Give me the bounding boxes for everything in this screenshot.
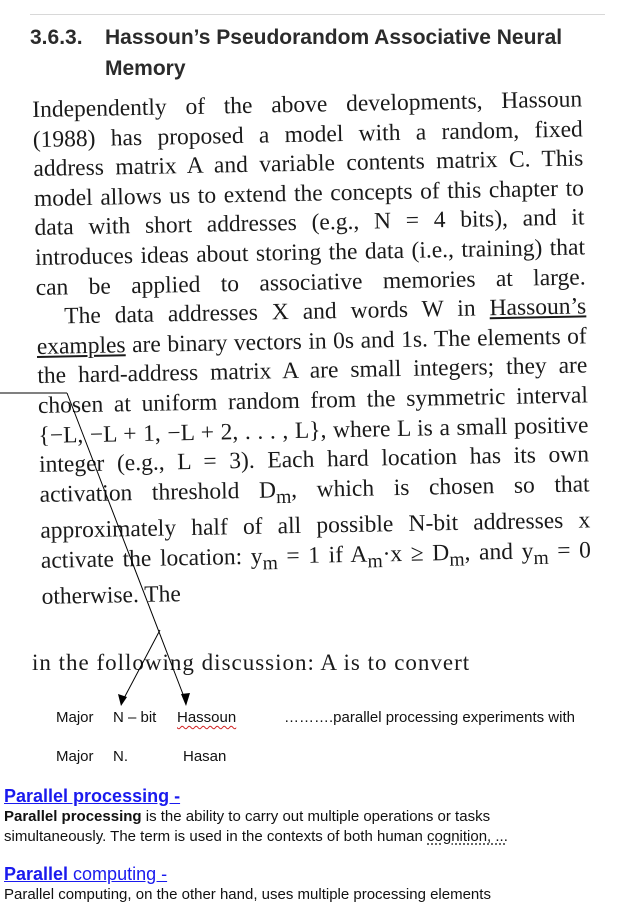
paragraph-1: Independently of the above developments, Hassoun (1988) has proposed a model with a random, fixed address matrix A and variable contents matrix C. This model allows us to extend the concepts of this chapter to data with short addresses (e.g., N = 4 bits), and it introduces ideas about storing the data (i.e., training) that can be applied to associative memories at large. xyxy=(32,86,586,301)
note-hassoun: Hassoun xyxy=(177,709,237,726)
arrowhead-hassoun xyxy=(181,693,190,706)
hassoun-examples-link: Hassoun’s examples xyxy=(36,293,587,360)
note-parallel-experiments: ……….parallel processing experiments with xyxy=(284,709,575,726)
arrow-to-hassoun xyxy=(67,393,186,702)
result-title-parallel-computing[interactable]: Parallel computing - xyxy=(4,864,168,884)
search-result-2 xyxy=(4,863,616,905)
note-major-2: Major xyxy=(56,748,94,765)
note-n: N. xyxy=(113,748,128,765)
search-result-1 xyxy=(4,785,616,847)
note-major-1: Major xyxy=(56,709,94,726)
result-snippet-2: Parallel computing, on the other hand, uses multiple processing elements xyxy=(4,886,491,903)
result-snippet-1: Parallel processing is the ability to carry out multiple operations or tasks simultaneously. The term is used in the contexts of both human cognition, ... xyxy=(4,808,508,845)
note-nbit: N – bit xyxy=(113,709,157,726)
cut-off-line: in the following discussion: A is to convert xyxy=(32,650,471,675)
paragraph-2: The data addresses X and words W in Hassoun’s examples are binary vectors in 0s and 1s. The elements of the hard-address matrix A are small integers; they are chosen at uniform random from the symmetric interval {−L, −L + 1, −L + 2, . . . , L}, where L is a small positive integer (e.g., L = 3). Each hard location has its own activation threshold $D_m$, which is chosen so that approximately half of all possible N-bit addresses x activate the location: $y_m = 1$ if $A_m\cdot x \ge D_m$, and $y_m = 0$ otherwise. The xyxy=(36,293,592,610)
result-title-parallel-processing[interactable]: Parallel processing - xyxy=(4,786,181,806)
section-title: Hassoun’s Pseudorandom Associative Neural Memory xyxy=(105,26,563,80)
note-hasan: Hasan xyxy=(183,748,227,765)
arrow-to-nbit xyxy=(122,630,160,702)
section-number: 3.6.3. xyxy=(30,26,83,49)
